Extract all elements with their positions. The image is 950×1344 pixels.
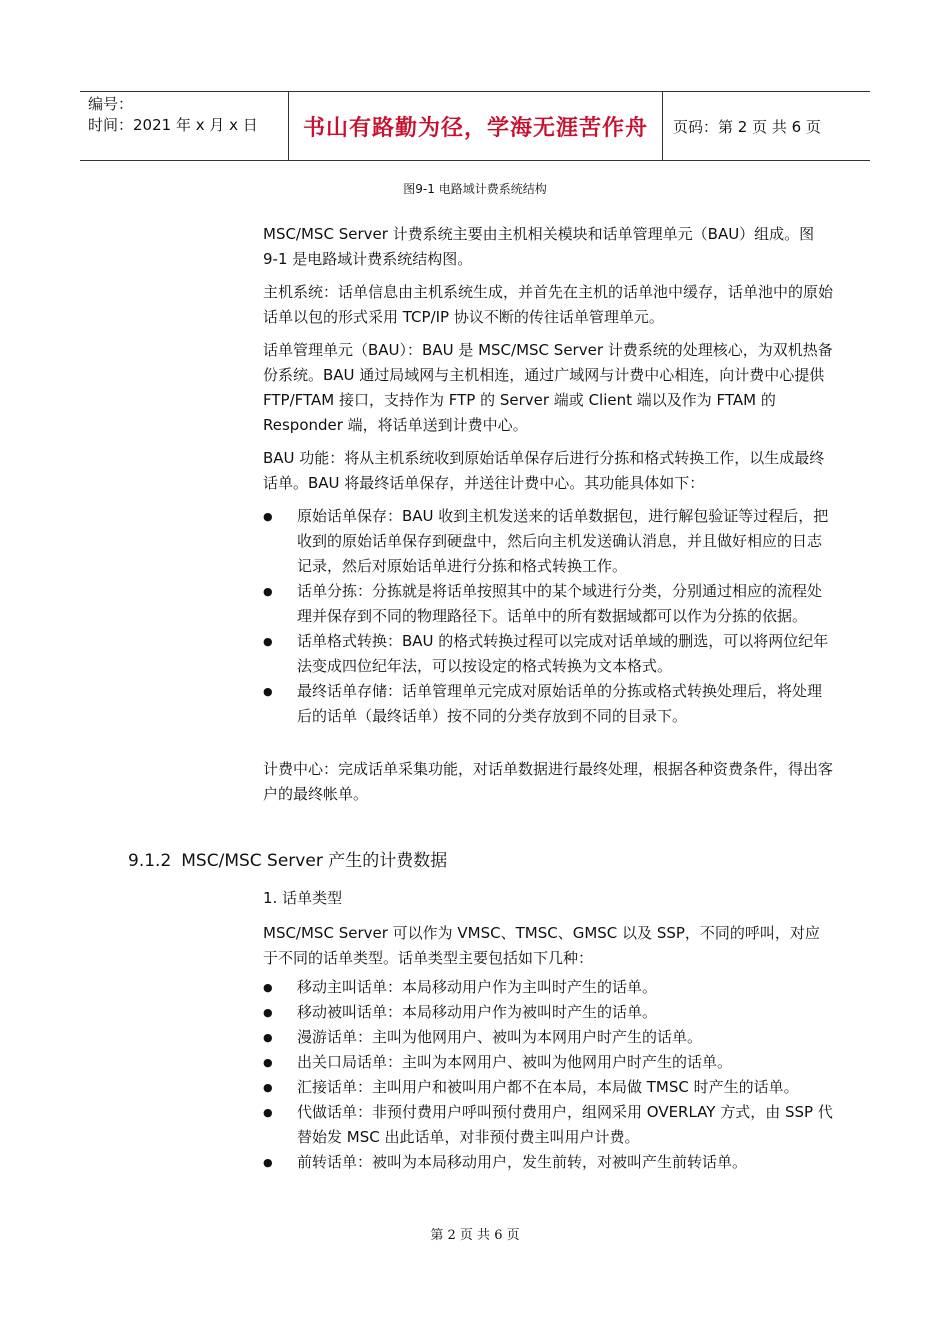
subheading: 1. 话单类型: [263, 889, 343, 907]
bullet-icon: ●: [263, 981, 273, 994]
bullet-icon: ●: [263, 585, 273, 598]
bullet-icon: ●: [263, 1031, 273, 1044]
list-item: ● 移动主叫话单：本局移动用户作为主叫时产生的话单。: [263, 975, 833, 1000]
list-item: ● 移动被叫话单：本局移动用户作为被叫时产生的话单。: [263, 1000, 833, 1025]
paragraph: MSC/MSC Server 可以作为 VMSC、TMSC、GMSC 以及 SSP，不同的呼叫，对应于不同的话单类型。话单类型主要包括如下几种：: [263, 924, 820, 967]
bullet-icon: ●: [263, 1056, 273, 1069]
paragraph: BAU 功能：将从主机系统收到原始话单保存后进行分拣和格式转换工作，以生成最终话单。BAU 将最终话单保存，并送往计费中心。其功能具体如下：: [263, 449, 825, 492]
header-motto-cell: [289, 92, 663, 160]
list-item: ● 话单格式转换：BAU 的格式转换过程可以完成对话单域的删选，可以将两位纪年法变成四位纪年法，可以按设定的格式转换为文本格式。: [263, 629, 833, 679]
list-item: ● 前转话单：被叫为本局移动用户，发生前转，对被叫产生前转话单。: [263, 1150, 833, 1175]
page-header: [80, 91, 870, 161]
list-item: ● 最终话单存储：话单管理单元完成对原始话单的分拣或格式转换处理后，将处理后的话单（最终话单）按不同的分类存放到不同的目录下。: [263, 679, 833, 729]
list-item: ● 汇接话单：主叫用户和被叫用户都不在本局，本局做 TMSC 时产生的话单。: [263, 1075, 833, 1100]
figure-caption: 图9-1 电路域计费系统结构: [403, 182, 547, 196]
list-item: ● 漫游话单：主叫为他网用户、被叫为本网用户时产生的话单。: [263, 1025, 833, 1050]
serial-label: 编号：: [88, 95, 134, 113]
section-number: 9.1.2: [128, 851, 172, 871]
section-title: MSC/MSC Server 产生的计费数据: [181, 851, 448, 871]
paragraph: 主机系统：话单信息由主机系统生成，并首先在主机的话单池中缓存，话单池中的原始话单以包的形式采用 TCP/IP 协议不断的传往话单管理单元。: [263, 283, 834, 326]
bullet-icon: ●: [263, 1006, 273, 1019]
bullet-icon: ●: [263, 1106, 273, 1119]
page-code: 页码：第 2 页 共 6 页: [673, 117, 821, 136]
list-item: ● 原始话单保存：BAU 收到主机发送来的话单数据包，进行解包验证等过程后，把收到的原始话单保存到硬盘中，然后向主机发送确认消息，并且做好相应的日志记录，然后对原始话单进行分拣和格式转换工作。: [263, 504, 833, 579]
section-heading: [128, 846, 447, 871]
list-item: ● 话单分拣：分拣就是将话单按照其中的某个域进行分类，分别通过相应的流程处理并保存到不同的物理路径下。话单中的所有数据域都可以作为分拣的依据。: [263, 579, 833, 629]
bau-function-list: [263, 504, 833, 729]
header-meta: [80, 92, 289, 160]
list-item: ● 出关口局话单：主叫为本网用户、被叫为他网用户时产生的话单。: [263, 1050, 833, 1075]
bullet-icon: ●: [263, 1081, 273, 1094]
paragraph: MSC/MSC Server 计费系统主要由主机相关模块和话单管理单元（BAU）组成。图 9-1 是电路域计费系统结构图。: [263, 225, 815, 268]
date-label: 时间：2021 年 x 月 x 日: [88, 116, 258, 134]
list-item: ● 代做话单：非预付费用户呼叫预付费用户，组网采用 OVERLAY 方式，由 SSP 代替始发 MSC 出此话单，对非预付费主叫用户计费。: [263, 1100, 833, 1150]
paragraph: 话单管理单元（BAU）：BAU 是 MSC/MSC Server 计费系统的处理核心，为双机热备份系统。BAU 通过局域网与主机相连，通过广域网与计费中心相连，向计费中心提供 FTP/FTAM 接口，支持作为 FTP 的 Server 端或 Client 端以及作为 FTAM 的 Responder 端，将话单送到计费中心。: [263, 341, 833, 434]
page-footer: 第 2 页 共 6 页: [430, 1228, 520, 1243]
paragraph: 计费中心：完成话单采集功能，对话单数据进行最终处理，根据各种资费条件，得出客户的最终帐单。: [263, 760, 834, 803]
bullet-icon: ●: [263, 635, 273, 648]
bullet-icon: ●: [263, 1156, 273, 1169]
motto: 书山有路勤为径，学海无涯苦作舟: [302, 115, 648, 141]
section2-body: [263, 886, 833, 1175]
cdr-type-list: [263, 975, 833, 1175]
bullet-icon: ●: [263, 685, 273, 698]
section1-body: [263, 222, 833, 815]
bullet-icon: ●: [263, 510, 273, 523]
